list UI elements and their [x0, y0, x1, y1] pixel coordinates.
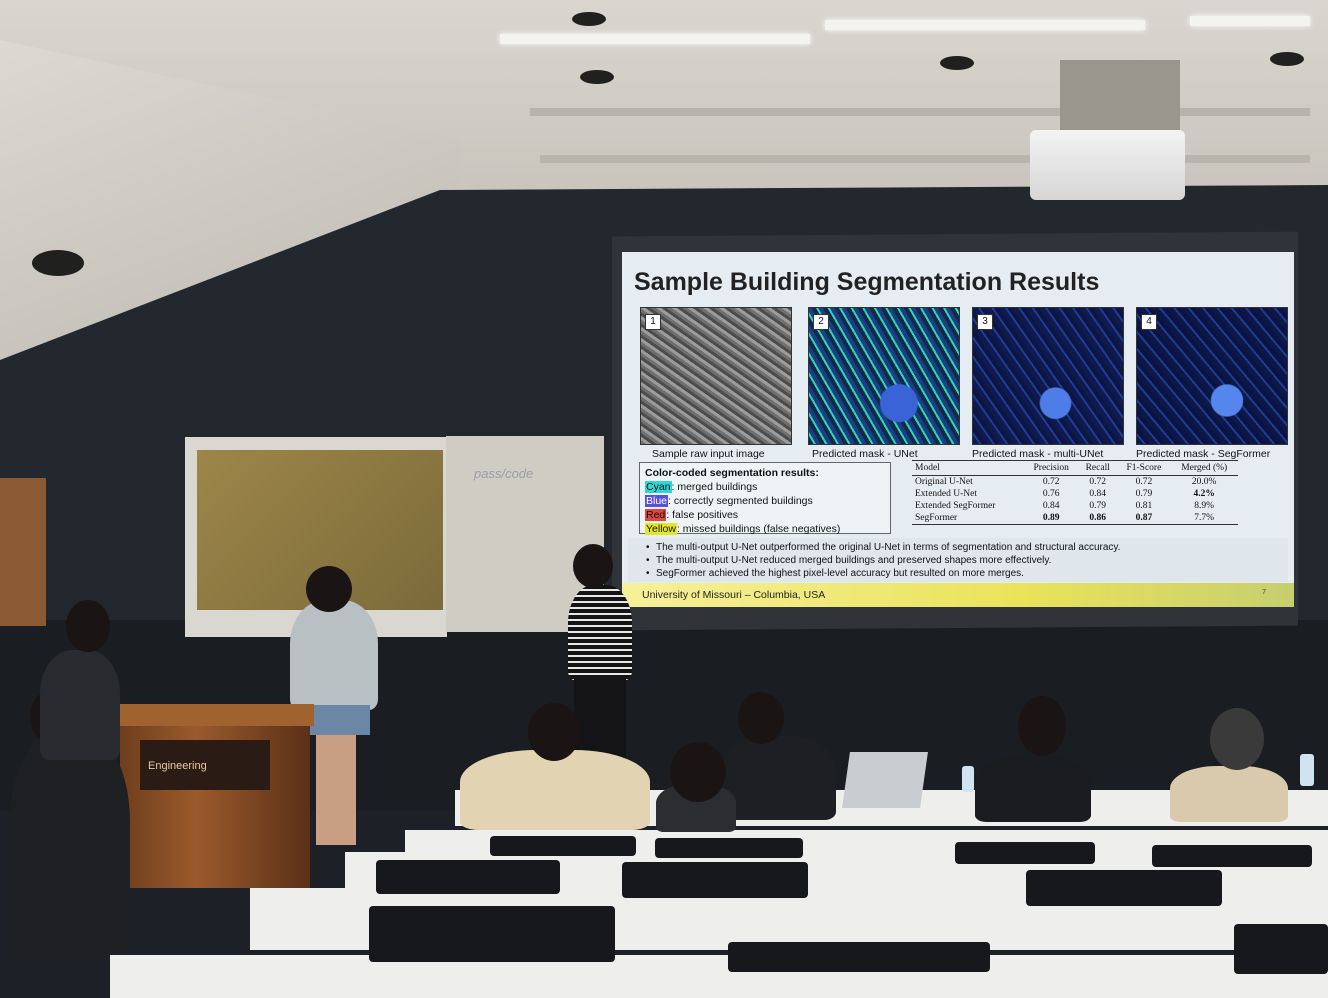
table-row: [912, 488, 1238, 500]
presenter-right-torso: [568, 585, 632, 680]
segformer-mask-image: [1136, 307, 1288, 445]
table-cell: 0.79: [1135, 489, 1153, 499]
slide-title: Sample Building Segmentation Results: [634, 268, 1100, 296]
table-cell: 0.84: [1042, 501, 1060, 511]
table-cell: 8.9%: [1194, 501, 1215, 511]
table-cell: 0.72: [1135, 477, 1153, 487]
desk-row: [110, 955, 1328, 998]
legend-description: : false positives: [666, 509, 739, 521]
panel-number: 1: [645, 314, 661, 330]
ceiling-vent: [540, 155, 1310, 163]
projector: [1030, 130, 1185, 200]
table-cell: 0.72: [1042, 477, 1060, 487]
panel-caption: Predicted mask - multi-UNet: [972, 448, 1104, 460]
legend-item: [645, 480, 885, 494]
chair: [655, 838, 803, 858]
ceiling-downlight: [940, 56, 974, 70]
panel-caption: Predicted mask - SegFormer: [1136, 448, 1271, 460]
raw-input-image: [640, 307, 792, 445]
podium-label: Engineering: [148, 760, 207, 772]
seated-person: [10, 730, 130, 960]
table-header-cell: F1-Score: [1117, 461, 1170, 476]
table-cell: 0.87: [1117, 512, 1170, 525]
legend-swatch: Cyan: [646, 481, 671, 493]
audience-member-head: [1210, 708, 1264, 770]
chair: [622, 862, 808, 898]
ceiling-downlight: [32, 250, 84, 276]
table-cell: 0.84: [1089, 489, 1107, 499]
board-writing: pass/code: [474, 466, 534, 481]
audience-member: [1170, 766, 1288, 822]
chair: [955, 842, 1095, 864]
audience-member: [460, 750, 650, 830]
seated-person: [40, 650, 120, 760]
chair: [376, 860, 560, 894]
legend-swatch: Blue: [646, 495, 668, 507]
ceiling-downlight: [572, 12, 606, 26]
color-legend: [639, 462, 891, 534]
laptop: [842, 752, 928, 808]
table-cell: 4.2%: [1193, 489, 1215, 499]
table-header-cell: Model: [912, 461, 1024, 476]
seated-person-head: [66, 600, 110, 652]
multi-unet-mask-image: [972, 307, 1124, 445]
table-header-row: [912, 461, 1238, 476]
table-cell: SegFormer: [912, 512, 1024, 525]
chair: [369, 906, 615, 962]
ceiling-light: [1190, 16, 1310, 26]
projector-mount: [1060, 60, 1180, 132]
legend-swatch: Red: [646, 509, 666, 521]
panel-number: 4: [1141, 314, 1157, 330]
ceiling-vent: [530, 108, 1310, 116]
table-cell: 0.79: [1089, 501, 1107, 511]
legend-description: : missed buildings (false negatives): [676, 523, 841, 535]
chair: [1152, 845, 1312, 867]
table-cell: Extended U-Net: [915, 489, 977, 499]
bullet-item: • The multi-output U-Net reduced merged buildings and preserved shapes more effectively.: [628, 554, 1288, 567]
presenter-right-head: [573, 544, 613, 588]
bullet-item: • The multi-output U-Net outperformed the original U-Net in terms of segmentation and structural accuracy.: [628, 541, 1288, 554]
ceiling-light: [500, 34, 810, 44]
table-cell: 0.86: [1078, 512, 1117, 525]
table-cell: 0.76: [1042, 489, 1060, 499]
table-cell: Extended SegFormer: [915, 501, 996, 511]
podium-top: [116, 704, 314, 726]
panel-caption: Predicted mask - UNet: [812, 448, 918, 460]
table-cell: Original U-Net: [915, 477, 973, 487]
footer-text: University of Missouri – Columbia, USA: [642, 589, 826, 601]
table-cell: 7.7%: [1170, 512, 1238, 525]
ceiling-downlight: [1270, 52, 1304, 66]
bullet-list: [628, 538, 1288, 582]
legend-item: [645, 522, 885, 536]
audience-member-head: [670, 742, 726, 802]
ceiling-light: [825, 20, 1145, 30]
table-header-cell: Precision: [1024, 461, 1078, 476]
table-row: [912, 500, 1238, 512]
door: [0, 478, 46, 626]
panel-number: 3: [977, 314, 993, 330]
podium: [120, 708, 310, 888]
chair: [1234, 924, 1328, 974]
legend-description: : merged buildings: [671, 481, 758, 493]
table-cell: 0.81: [1135, 501, 1153, 511]
panel-caption: Sample raw input image: [652, 448, 765, 460]
presenter-left-head: [306, 566, 352, 612]
chair: [490, 836, 636, 856]
audience-member-head: [738, 692, 784, 744]
table-cell: 0.72: [1089, 477, 1107, 487]
audience-member-head: [1018, 696, 1066, 756]
legend-heading: Color-coded segmentation results:: [645, 467, 819, 479]
presenter-left-legs: [316, 735, 356, 845]
panel-number: 2: [813, 314, 829, 330]
legend-item: [645, 508, 885, 522]
results-table: [912, 460, 1238, 525]
table-row: [912, 512, 1238, 525]
chair: [1026, 870, 1222, 906]
audience-member: [975, 756, 1091, 822]
presenter-left-torso: [290, 600, 378, 710]
slide-footer: [622, 583, 1294, 607]
legend-item: [645, 494, 885, 508]
bullet-item: • SegFormer achieved the highest pixel-level accuracy but resulted on more merges.: [628, 567, 1288, 580]
audience-member: [722, 736, 836, 820]
unet-mask-image: [808, 307, 960, 445]
water-bottle: [1300, 754, 1314, 786]
legend-swatch: Yellow: [646, 523, 676, 535]
table-header-cell: Recall: [1078, 461, 1117, 476]
table-header-cell: Merged (%): [1170, 461, 1238, 476]
water-bottle: [962, 766, 974, 792]
table-row: [912, 476, 1238, 489]
table-cell: 0.89: [1024, 512, 1078, 525]
audience-member-head: [528, 703, 580, 761]
chair: [728, 942, 990, 972]
presentation-slide: [622, 252, 1294, 607]
ceiling-downlight: [580, 70, 614, 84]
legend-description: : correctly segmented buildings: [668, 495, 813, 507]
slide-page-number: 7: [1262, 589, 1266, 596]
table-cell: 20.0%: [1191, 477, 1217, 487]
